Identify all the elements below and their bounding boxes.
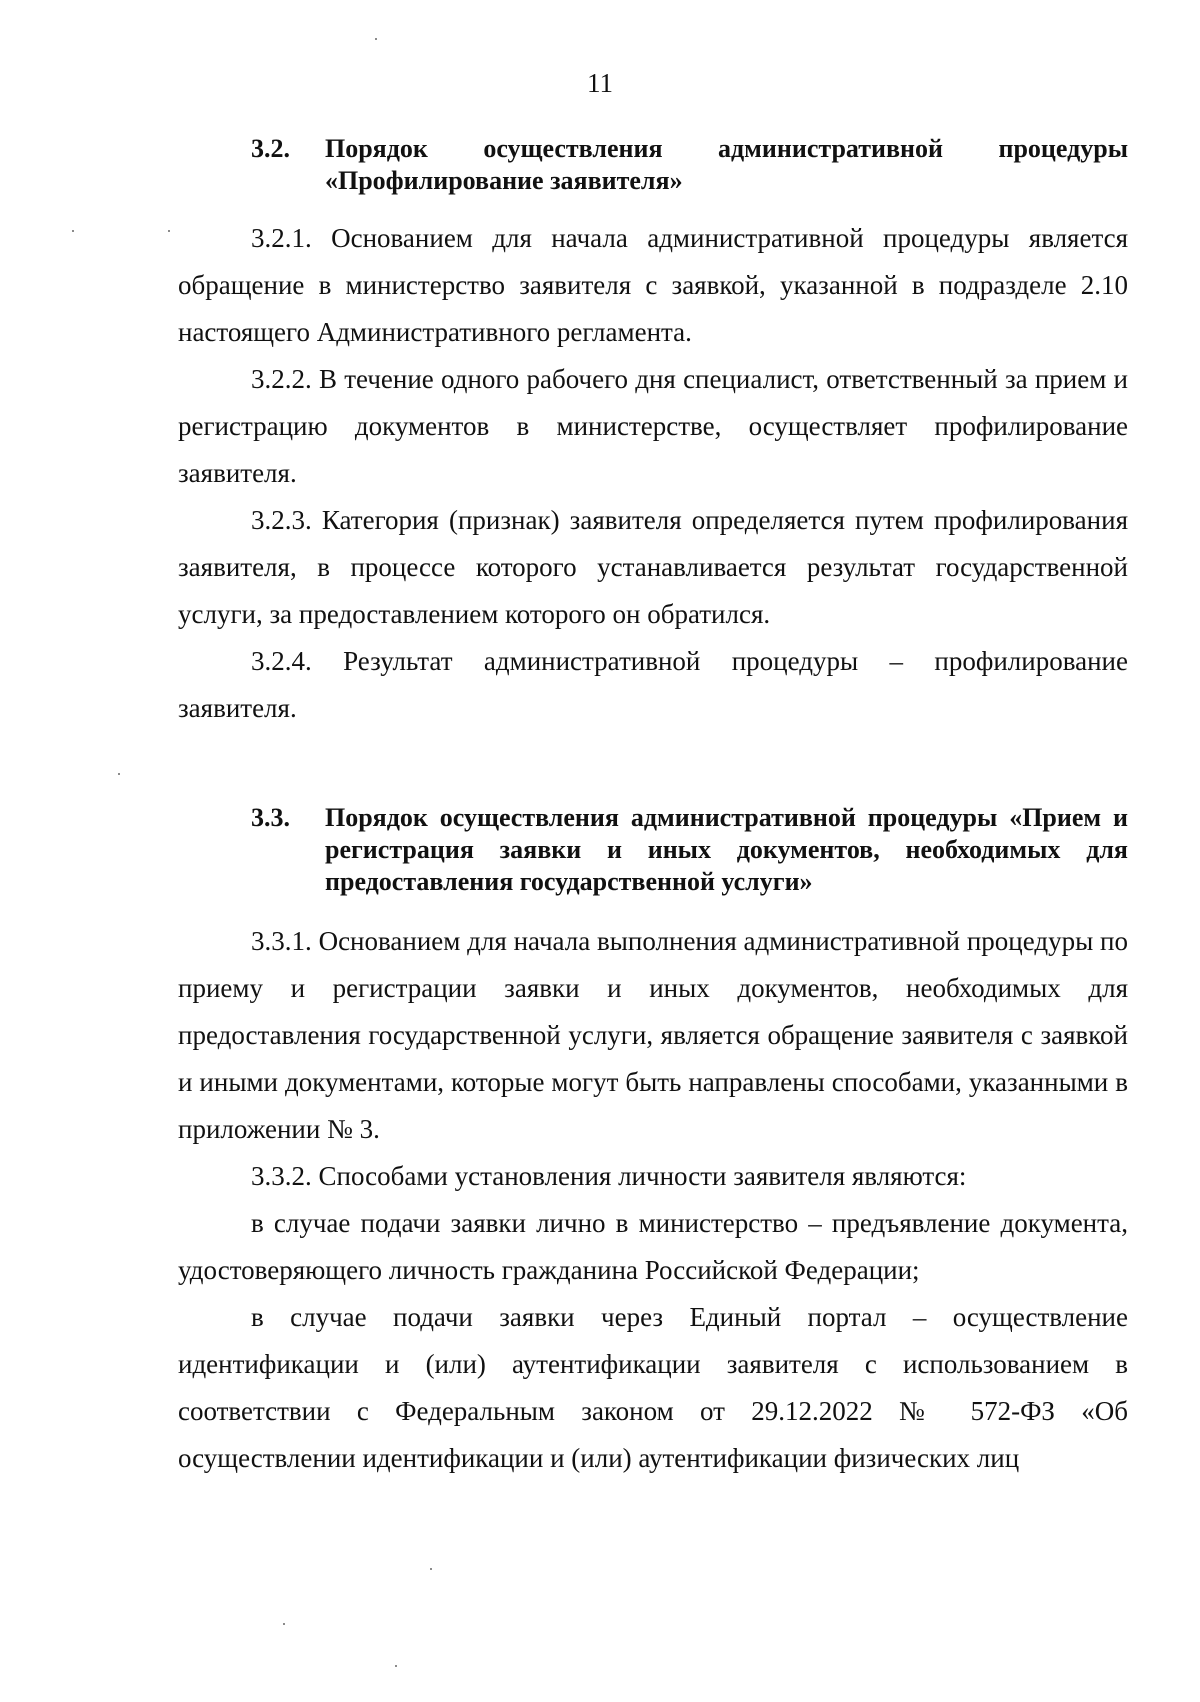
scan-speck	[283, 1623, 285, 1625]
scan-speck	[395, 1665, 397, 1667]
paragraph-in-person: в случае подачи заявки лично в министерство – предъявление документа, удостоверяющего личность гражданина Российской Федерации;	[178, 1208, 1128, 1285]
paragraph-3-2-3: 3.2.3. Категория (признак) заявителя определяется путем профилирования заявителя, в процессе которого устанавливается результат государственной услуги, за предоставлением которого он обратился.	[178, 505, 1128, 629]
paragraph-3-2-4: 3.2.4. Результат административной процедуры – профилирование заявителя.	[178, 646, 1128, 723]
scan-speck	[375, 38, 377, 40]
section-number: 3.3.	[251, 803, 290, 832]
scan-speck	[430, 1568, 432, 1570]
paragraph-3-2-1: 3.2.1. Основанием для начала административной процедуры является обращение в министерство заявителя с заявкой, указанной в подразделе 2.10 настоящего Административного регламента.	[178, 223, 1128, 347]
scan-speck	[118, 773, 120, 775]
paragraph-unified-portal: в случае подачи заявки через Единый портал – осуществление идентификации и (или) аутентификации заявителя с использованием в соответствии с Федеральным законом от 29.12.2022 № 572-ФЗ «Об осуществлении идентификации и (или) аутентификации физических лиц	[178, 1302, 1128, 1473]
paragraph-3-3-1: 3.3.1. Основанием для начала выполнения административной процедуры по приему и регистрации заявки и иных документов, необходимых для предоставления государственной услуги, является обращение заявителя с заявкой и иными документами, которые могут быть направлены способами, указанными в приложении № 3.	[178, 926, 1128, 1144]
paragraph-3-3-2: 3.3.2. Способами установления личности заявителя являются:	[251, 1161, 967, 1191]
scan-speck	[72, 230, 74, 232]
section-3-2-heading	[178, 133, 1128, 197]
section-title: Порядок осуществления административной процедуры «Профилирование заявителя»	[325, 134, 1128, 195]
section-3-3-body	[178, 918, 1128, 1482]
section-title: Порядок осуществления административной процедуры «Прием и регистрация заявки и иных документов, необходимых для предоставления государственной услуги»	[325, 803, 1128, 896]
page-number: 11	[587, 68, 613, 98]
section-3-3-heading	[178, 802, 1128, 898]
section-3-2-body	[178, 215, 1128, 732]
paragraph-3-2-2: 3.2.2. В течение одного рабочего дня специалист, ответственный за прием и регистрацию документов в министерстве, осуществляет профилирование заявителя.	[178, 364, 1128, 488]
scan-speck	[168, 230, 170, 232]
section-number: 3.2.	[251, 134, 290, 163]
